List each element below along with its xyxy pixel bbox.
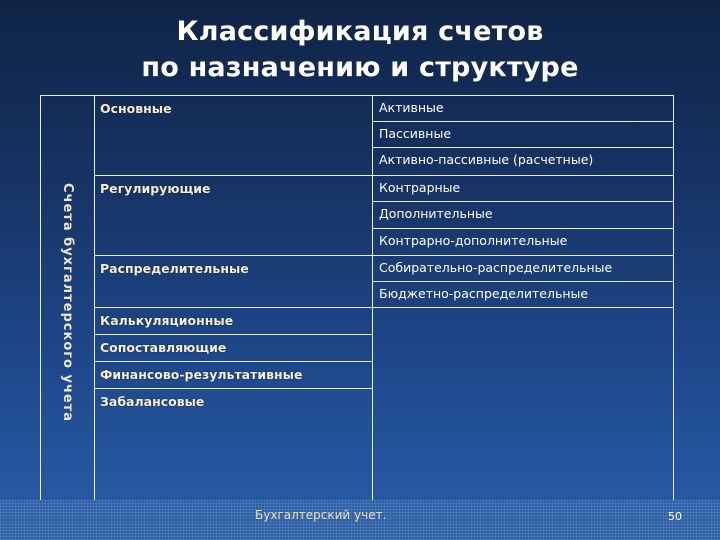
category-cell: Калькуляционные [100, 313, 234, 328]
subtype-cell: Дополнительные [379, 206, 493, 221]
subtype-cell: Пассивные [379, 126, 452, 141]
category-cell: Основные [100, 101, 172, 116]
subtype-cell: Бюджетно-распределительные [379, 286, 589, 301]
title-line-1: Классификация счетов [176, 16, 544, 47]
side-label: Счета бухгалтерского учета [60, 183, 75, 423]
category-cell: Распределительные [100, 261, 249, 276]
subtype-cell: Активно-пассивные (расчетные) [379, 152, 594, 167]
category-cell: Регулирующие [100, 181, 211, 196]
subtype-cell: Собирательно-распределительные [379, 260, 613, 275]
page-number: 50 [668, 510, 682, 523]
footer-text: Бухгалтерский учет. [255, 508, 387, 522]
side-label-cell [41, 96, 95, 510]
subtype-cell: Контрарно-дополнительные [379, 233, 568, 248]
title-line-2: по назначению и структуре [141, 52, 579, 83]
row-divider [372, 307, 673, 308]
slide-title [0, 14, 720, 86]
category-cell: Финансово-результативные [100, 367, 303, 382]
category-cell: Забалансовые [100, 394, 205, 409]
category-cell: Сопоставляющие [100, 340, 227, 355]
subtype-cell: Контрарные [379, 180, 461, 195]
subtype-cell: Активные [379, 100, 444, 115]
